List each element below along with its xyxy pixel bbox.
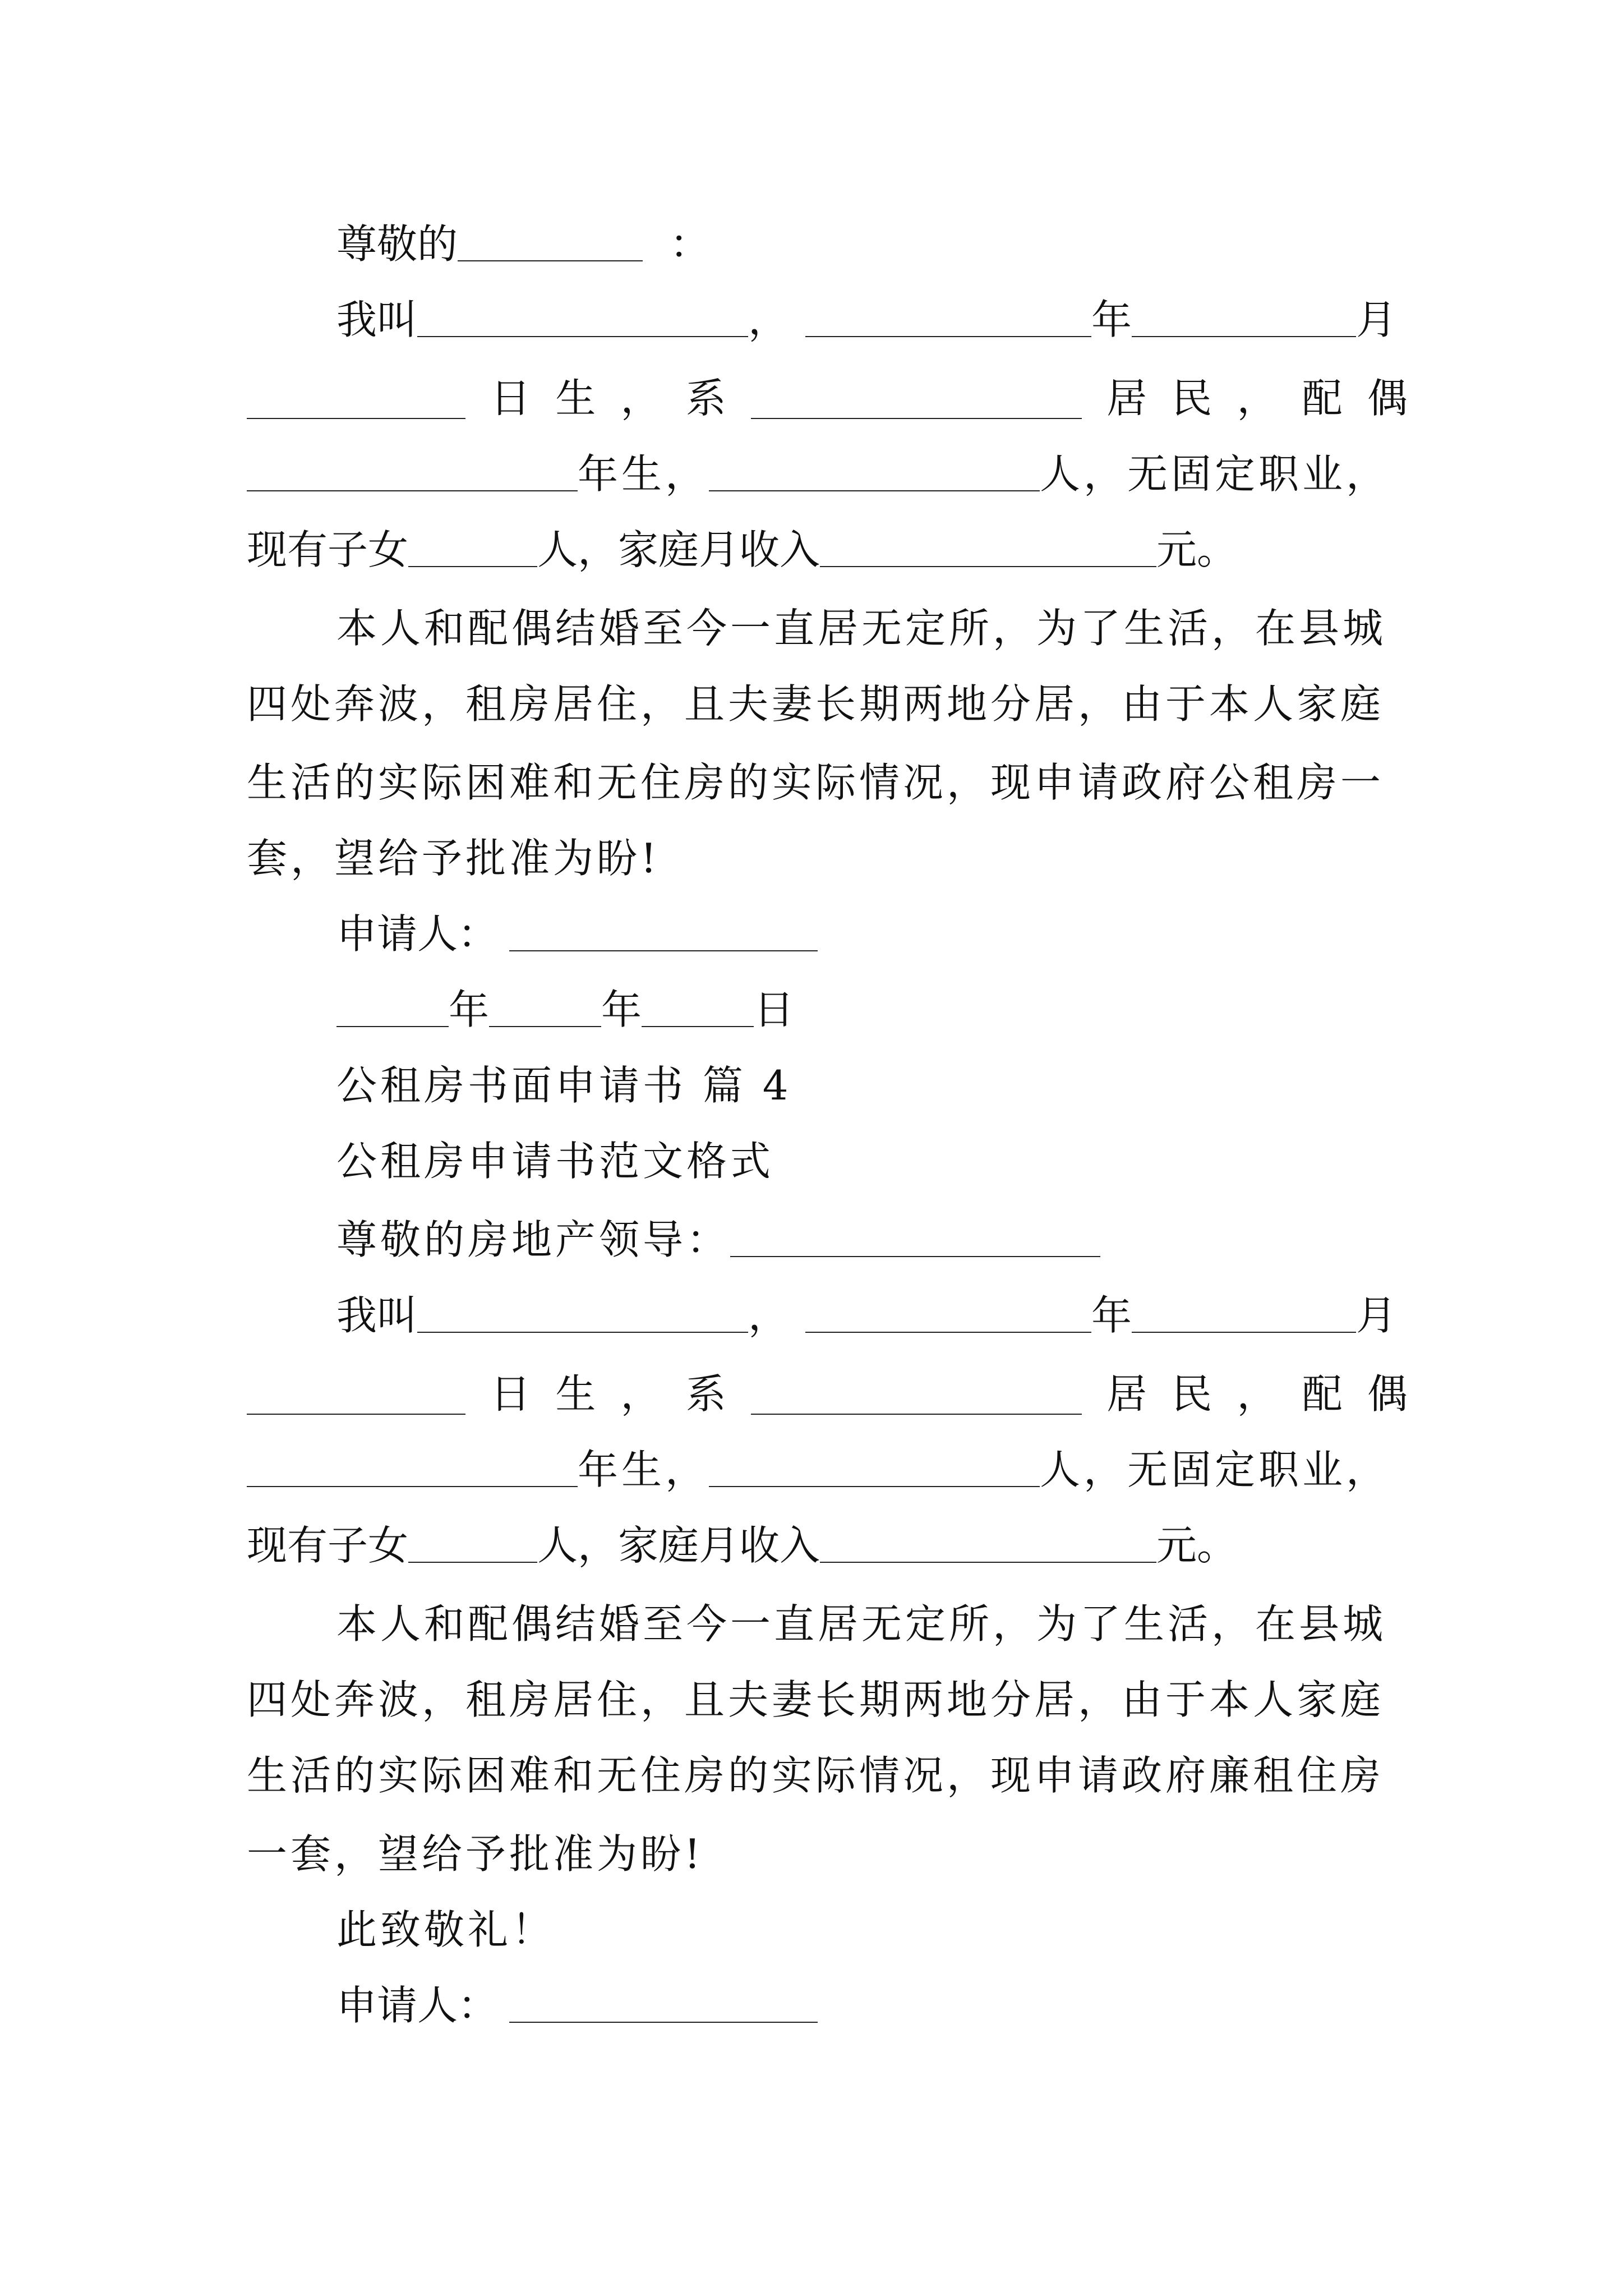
label-min: 民 (1172, 375, 1212, 422)
label-year: 年 (449, 986, 490, 1033)
label-year: 年 (1091, 296, 1132, 343)
salutation-colon: ： (670, 220, 711, 268)
comma: ， (748, 296, 789, 343)
residence-blank[interactable] (751, 378, 1082, 419)
form2-paragraph-2: 四处奔波，租房居住，且夫妻长期两地分居，由于本人家庭 (247, 1676, 1385, 1723)
comma: ， (1237, 1370, 1278, 1418)
label-my-name: 我叫 (336, 296, 418, 343)
form2-salutation-line (247, 1200, 1408, 1279)
label-day: 日 (754, 986, 795, 1033)
form1-line-day (247, 359, 1408, 438)
birth-month-blank[interactable] (1132, 1291, 1356, 1333)
label-applicant: 申请人： (336, 910, 499, 958)
birth-day-blank[interactable] (247, 1373, 465, 1415)
label-ou: 偶 (1367, 375, 1408, 422)
form2-paragraph-1: 本人和配偶结婚至今一直居无定所，为了生活，在县城 (336, 1600, 1387, 1648)
section-heading: 公租房书面申请书 篇 4 (336, 1062, 792, 1109)
comma: ， (1237, 375, 1278, 422)
residence-blank[interactable] (751, 1373, 1082, 1415)
income-blank[interactable] (820, 1521, 1156, 1563)
label-pei: 配 (1302, 375, 1343, 422)
comma: ， (620, 1370, 661, 1418)
label-day: 日 (490, 1370, 531, 1418)
form1-line-name (247, 280, 1408, 359)
label-day: 日 (490, 375, 531, 422)
label-of: 系 (685, 375, 726, 422)
name-blank[interactable] (417, 296, 748, 337)
spouse-year-blank[interactable] (247, 1446, 578, 1487)
applicant-blank[interactable] (509, 1981, 818, 2023)
birth-year-blank[interactable] (805, 296, 1091, 337)
label-of: 系 (685, 1370, 726, 1418)
form2-applicant-line (247, 1966, 1408, 2045)
label-year-born: 年生， (578, 1446, 709, 1493)
recipient-blank[interactable] (730, 1216, 1100, 1257)
label-ju: 居 (1106, 375, 1147, 422)
label-year-born: 年生， (578, 450, 709, 498)
label-no-job: 人，无固定职业， (1040, 450, 1390, 498)
form1-paragraph-3: 生活的实际困难和无住房的实际情况，现申请政府公租房一 (247, 759, 1385, 806)
label-my-name: 我叫 (336, 1292, 418, 1339)
salutation-text: 尊敬的房地产领导： (336, 1216, 731, 1263)
birth-month-blank[interactable] (1132, 296, 1356, 337)
comma: ， (748, 1292, 789, 1339)
label-month: 月 (1356, 1292, 1397, 1339)
label-children: 现有子女 (247, 526, 409, 573)
form2-line-spouse (247, 1430, 1408, 1509)
form1-paragraph-1: 本人和配偶结婚至今一直居无定所，为了生活，在县城 (336, 605, 1387, 652)
form2-paragraph-4: 一套，望给予批准为盼! (247, 1830, 704, 1878)
form1-paragraph-4: 套，望给予批准为盼! (247, 835, 660, 882)
form2-paragraph-3: 生活的实际困难和无住房的实际情况，现申请政府廉租住房 (247, 1752, 1385, 1799)
label-ju: 居 (1106, 1370, 1147, 1418)
form2-line-name (247, 1276, 1408, 1355)
spouse-year-blank[interactable] (247, 450, 578, 491)
label-yuan: 元。 (1156, 1522, 1238, 1569)
label-income: 人，家庭月收入 (537, 526, 820, 573)
label-children: 现有子女 (247, 1522, 409, 1569)
recipient-blank[interactable] (458, 220, 643, 261)
label-income: 人，家庭月收入 (537, 1522, 820, 1569)
salutation-text: 尊敬的 (336, 220, 458, 268)
form1-paragraph-2: 四处奔波，租房居住，且夫妻长期两地分居，由于本人家庭 (247, 680, 1385, 728)
spouse-residence-blank[interactable] (709, 450, 1040, 491)
applicant-blank[interactable] (509, 910, 818, 951)
comma: ， (620, 375, 661, 422)
label-yuan: 元。 (1156, 526, 1238, 573)
label-ou: 偶 (1367, 1370, 1408, 1418)
form1-line-spouse (247, 435, 1408, 513)
label-applicant: 申请人： (336, 1982, 499, 2029)
children-blank[interactable] (408, 1521, 537, 1563)
form2-line-children (247, 1506, 1408, 1585)
label-no-job: 人，无固定职业， (1040, 1446, 1390, 1493)
date-day-blank[interactable] (642, 986, 754, 1027)
date-month-blank[interactable] (489, 986, 601, 1027)
label-month: 月 (1356, 296, 1397, 343)
label-pei: 配 (1302, 1370, 1343, 1418)
name-blank[interactable] (417, 1291, 748, 1333)
section-subheading: 公租房申请书范文格式 (336, 1138, 774, 1185)
label-year-2: 年 (601, 986, 642, 1033)
form1-line-children (247, 510, 1408, 589)
form1-applicant-line (247, 895, 1408, 973)
form1-date-line (247, 970, 1408, 1049)
salutation-line (247, 205, 1408, 283)
label-born: 生 (555, 1370, 596, 1418)
birth-day-blank[interactable] (247, 378, 465, 419)
label-min: 民 (1172, 1370, 1212, 1418)
form2-closing: 此致敬礼！ (336, 1906, 556, 1953)
income-blank[interactable] (820, 526, 1156, 567)
children-blank[interactable] (408, 526, 537, 567)
spouse-residence-blank[interactable] (709, 1446, 1040, 1487)
label-born: 生 (555, 375, 596, 422)
date-year-blank[interactable] (336, 986, 449, 1027)
form2-line-day (247, 1355, 1408, 1433)
label-year: 年 (1091, 1292, 1132, 1339)
birth-year-blank[interactable] (805, 1291, 1091, 1333)
